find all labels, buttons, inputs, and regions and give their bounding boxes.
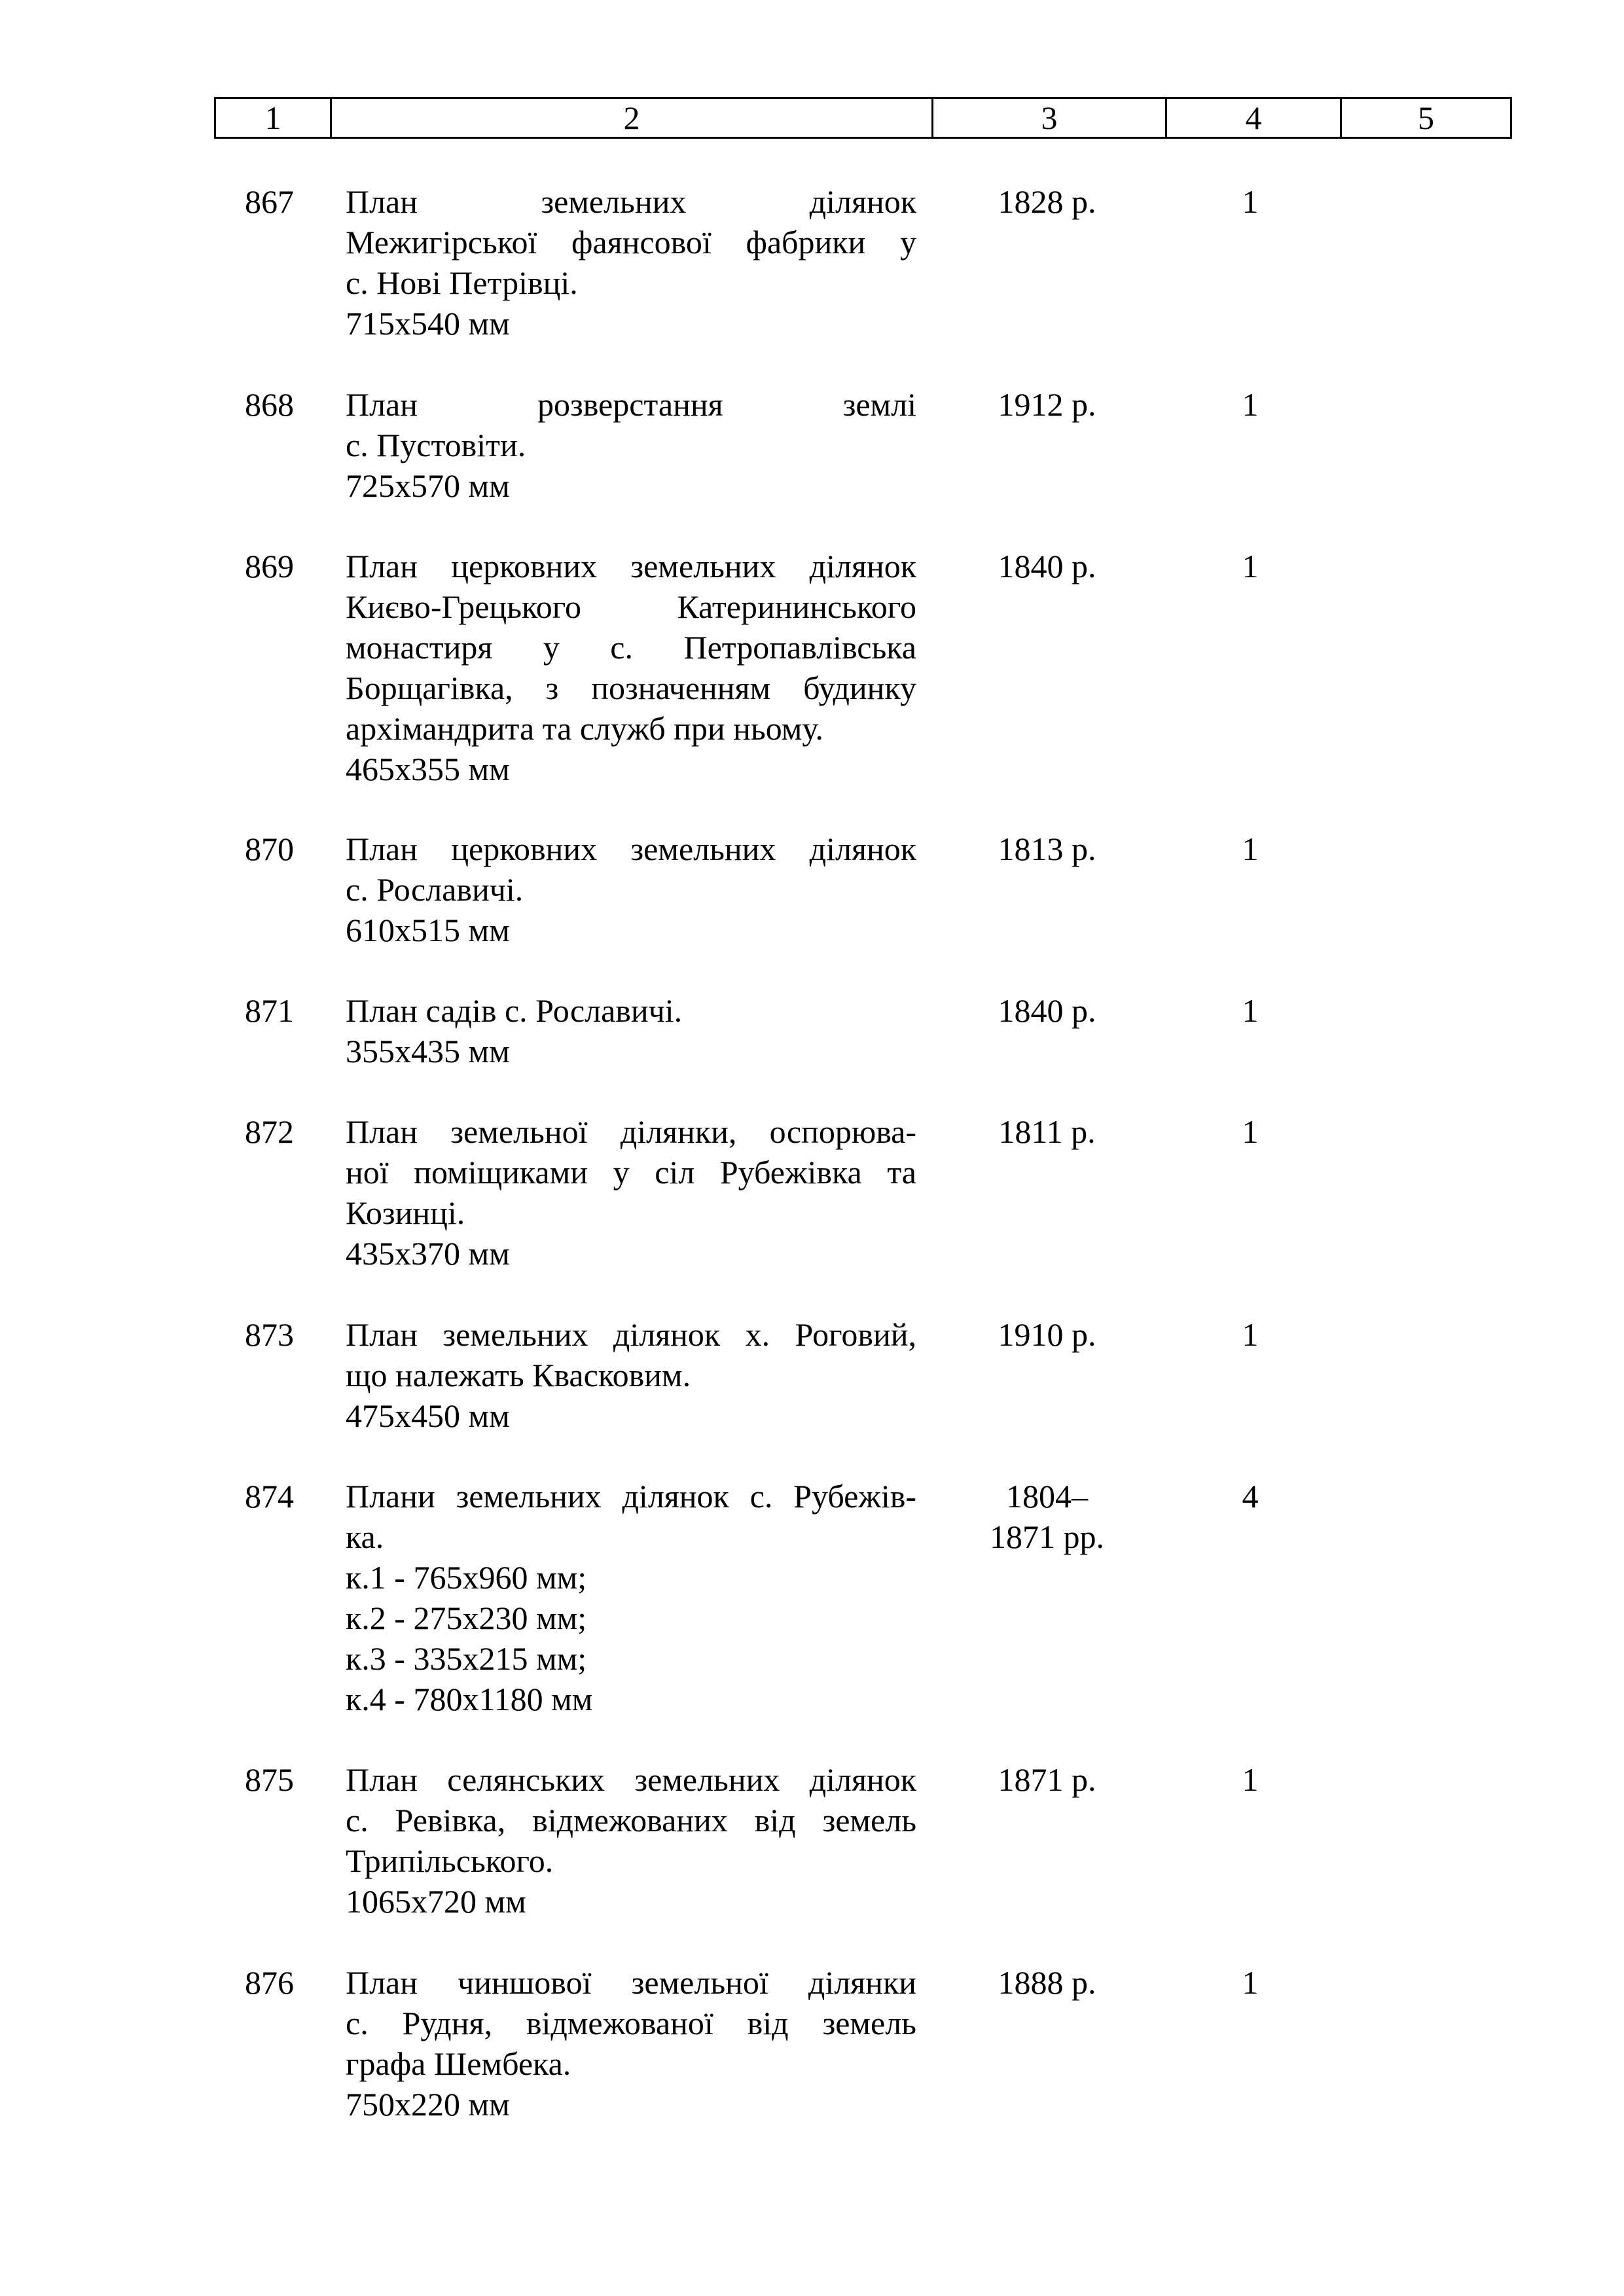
entry-count: 1 xyxy=(1242,183,1259,220)
column-header-2: 2 xyxy=(332,99,933,137)
description-line: Козинці. xyxy=(346,1194,465,1231)
description-line: Межигірської фаянсової фабрики у xyxy=(346,224,916,260)
entry-size: к.4 - 780х1180 мм xyxy=(346,1681,593,1717)
description-line: с. Нові Петрівці. xyxy=(346,264,578,301)
entry-size: 715х540 мм xyxy=(346,305,510,342)
entry-count: 1 xyxy=(1242,1316,1259,1353)
entry-size: к.2 - 275х230 мм; xyxy=(346,1600,587,1636)
entry-date-line: 1871 рр. xyxy=(990,1518,1104,1555)
entry-size: к.3 - 335х215 мм; xyxy=(346,1640,587,1677)
entry-size: 725х570 мм xyxy=(346,467,510,504)
entry-description xyxy=(346,1759,916,1922)
entry-date xyxy=(957,384,1137,425)
column-header-row xyxy=(214,97,1512,139)
entry-number: 871 xyxy=(245,992,294,1029)
entry-size: 610х515 мм xyxy=(346,912,510,948)
entry-count: 1 xyxy=(1242,1964,1259,2001)
description-line: Трипільського. xyxy=(346,1842,554,1879)
entry-count: 1 xyxy=(1242,1113,1259,1150)
entry-date xyxy=(957,1111,1137,1152)
entry-date xyxy=(957,1759,1137,1800)
entry-number: 869 xyxy=(245,548,294,584)
entry-date xyxy=(957,181,1137,222)
entry-date-line: 1828 р. xyxy=(998,183,1096,220)
entry-date-line: 1813 р. xyxy=(998,831,1096,867)
entry-date xyxy=(957,546,1137,586)
description-line: що належать Квасковим. xyxy=(346,1357,691,1393)
description-line: План церковних земельних ділянок xyxy=(346,831,916,867)
entry-size: 750х220 мм xyxy=(346,2086,510,2123)
description-line: План селянських земельних ділянок xyxy=(346,1761,916,1798)
description-line: ка. xyxy=(346,1518,384,1555)
entry-count: 1 xyxy=(1242,992,1259,1029)
description-line: План церковних земельних ділянок xyxy=(346,548,916,584)
entry-date xyxy=(957,829,1137,869)
entry-date-line: 1912 р. xyxy=(998,386,1096,423)
entry-number: 867 xyxy=(245,183,294,220)
entry-description xyxy=(346,990,916,1071)
column-header-1: 1 xyxy=(216,99,332,137)
entry-size: 475х450 мм xyxy=(346,1397,510,1434)
entry-description xyxy=(346,1962,916,2125)
entry-date xyxy=(957,990,1137,1031)
entry-description xyxy=(346,1314,916,1436)
column-header-5: 5 xyxy=(1418,99,1434,136)
entry-size: 355х435 мм xyxy=(346,1033,510,1069)
entry-number: 868 xyxy=(245,386,294,423)
entry-count: 1 xyxy=(1242,1761,1259,1798)
description-line: с. Рудня, відмежованої від земель xyxy=(346,2005,916,2041)
description-line: План земельних ділянок xyxy=(346,183,916,220)
description-line: План земельних ділянок х. Роговий, xyxy=(346,1316,916,1353)
entry-date-line: 1871 р. xyxy=(998,1761,1096,1798)
entry-date xyxy=(957,1962,1137,2003)
entry-date-line: 1840 р. xyxy=(998,548,1096,584)
description-line: с. Пустовіти. xyxy=(346,427,526,463)
entry-size: к.1 - 765х960 мм; xyxy=(346,1559,587,1596)
entry-description xyxy=(346,1476,916,1719)
entry-date xyxy=(957,1476,1137,1557)
entry-date-line: 1804– xyxy=(1006,1478,1088,1515)
entry-description xyxy=(346,181,916,344)
column-header-3: 3 xyxy=(933,99,1167,137)
entry-number: 870 xyxy=(245,831,294,867)
description-line: План чиншової земельної ділянки xyxy=(346,1964,916,2001)
description-line: Плани земельних ділянок с. Рубежів- xyxy=(346,1478,916,1515)
description-line: План земельної ділянки, оспорюва- xyxy=(346,1113,916,1150)
description-line: План садів с. Рославичі. xyxy=(346,992,683,1029)
description-line: План розверстання землі xyxy=(346,386,916,423)
description-line: архімандрита та служб при ньому. xyxy=(346,710,823,747)
entry-size: 465х355 мм xyxy=(346,751,510,787)
description-line: Борщагівка, з позначенням будинку xyxy=(346,670,916,706)
entry-description xyxy=(346,1111,916,1274)
entry-description xyxy=(346,546,916,789)
entry-count: 1 xyxy=(1242,386,1259,423)
entry-date xyxy=(957,1314,1137,1355)
entry-number: 876 xyxy=(245,1964,294,2001)
description-line: ної поміщиками у сіл Рубежівка та xyxy=(346,1154,916,1191)
entry-size: 1065х720 мм xyxy=(346,1883,526,1920)
entry-date-line: 1840 р. xyxy=(998,992,1096,1029)
entry-count: 4 xyxy=(1242,1478,1259,1515)
description-line: с. Рославичі. xyxy=(346,871,524,908)
entry-size: 435х370 мм xyxy=(346,1235,510,1272)
entry-count: 1 xyxy=(1242,548,1259,584)
entry-number: 872 xyxy=(245,1113,294,1150)
entry-date-line: 1888 р. xyxy=(998,1964,1096,2001)
description-line: Києво-Грецького Катерининського xyxy=(346,588,916,625)
entry-number: 873 xyxy=(245,1316,294,1353)
entry-date-line: 1811 р. xyxy=(998,1113,1096,1150)
description-line: с. Ревівка, відмежованих від земель xyxy=(346,1802,916,1839)
entry-count: 1 xyxy=(1242,831,1259,867)
entry-number: 874 xyxy=(245,1478,294,1515)
entry-date-line: 1910 р. xyxy=(998,1316,1096,1353)
entry-description xyxy=(346,384,916,506)
entry-number: 875 xyxy=(245,1761,294,1798)
column-header-4: 4 xyxy=(1167,99,1342,137)
description-line: монастиря у с. Петропавлівська xyxy=(346,629,916,666)
description-line: графа Шембека. xyxy=(346,2045,571,2082)
entry-description xyxy=(346,829,916,950)
